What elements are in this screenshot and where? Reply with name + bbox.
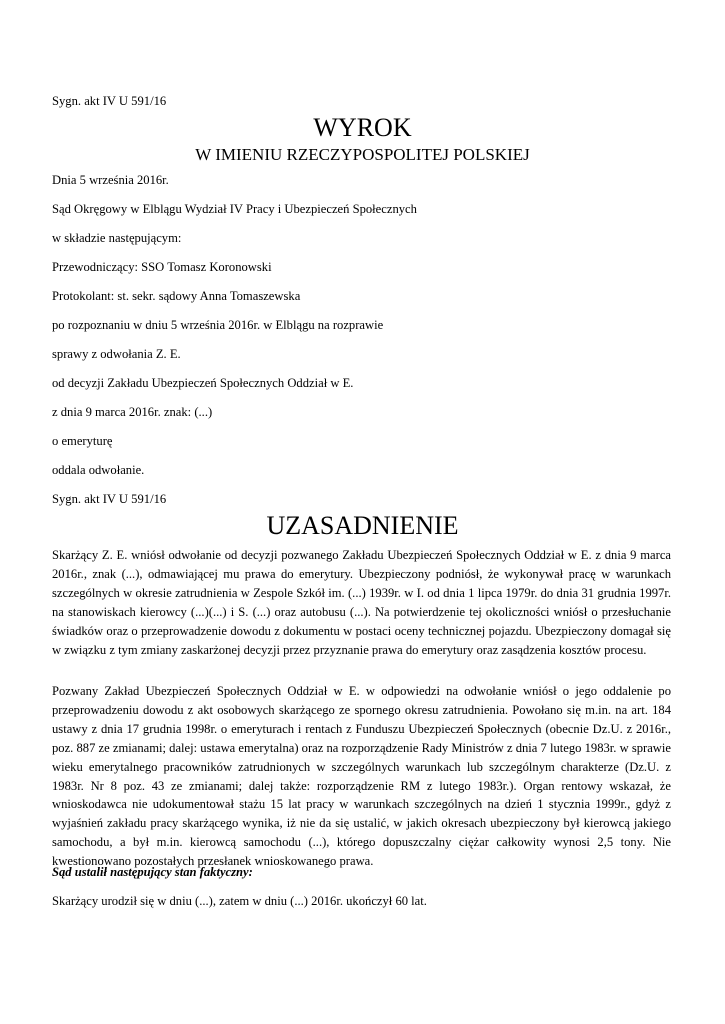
decision-date-ref: z dnia 9 marca 2016r. znak: (...) — [52, 405, 213, 419]
justification-paragraph-3: Skarżący urodził się w dniu (...), zatem w dniu (...) 2016r. ukończył 60 lat. — [52, 894, 427, 908]
justification-paragraph-1: Skarżący Z. E. wniósł odwołanie od decyzji pozwanego Zakładu Ubezpieczeń Społecznych Oddział w E. z dnia 9 marca 2016r., znak (...), odmawiającej mu prawa do emerytury. Ubezpieczony podniósł, że wykonywał pracę w warunkach szczególnych w okresie zatrudnienia w Zespole Szkół im. (...) 1939r. w I. od dnia 1 lipca 1979r. do dnia 31 grudnia 1997r. na stanowiskach kierowcy (...)(...) i S. (...) oraz autobusu (...). Na potwierdzenie tej okoliczności wniósł o przesłuchanie świadków oraz o przeprowadzenie dowodu z dokumentu w postaci oceny technicznej pojazdu. Ubezpieczony domagał się w związku z tym zmiany zaskarżonej decyzji przez przyznanie prawa do emerytury oraz zasądzenia kosztów procesu. — [52, 548, 671, 657]
judgment-title: WYROK — [313, 113, 412, 142]
presiding-judge: Przewodniczący: SSO Tomasz Koronowski — [52, 260, 272, 274]
judgment-subtitle: W IMIENIU RZECZYPOSPOLITEJ POLSKIEJ — [195, 145, 530, 164]
case-signature-top: Sygn. akt IV U 591/16 — [52, 94, 167, 108]
court-clerk: Protokolant: st. sekr. sądowy Anna Tomaszewska — [52, 289, 301, 303]
justification-paragraph-2: Pozwany Zakład Ubezpieczeń Społecznych Oddział w E. w odpowiedzi na odwołanie wniósł o jego oddalenie po przeprowadzeniu dowodu z akt osobowych skarżącego ze spornego okresu zatrudnienia. Powołano się m.in. na art. 184 ustawy z dnia 17 grudnia 1998r. o emeryturach i rentach z Funduszu Ubezpieczeń Społecznych (obecnie Dz.U. z 2016r., poz. 887 ze zmianami; dalej: ustawa emerytalna) oraz na rozporządzenie Rady Ministrów z dnia 7 lutego 1983r. w sprawie wieku emerytalnego pracowników zatrudnionych w szczególnych warunkach lub szczególnym charakterze (Dz.U. z 1983r. Nr 8 poz. 43 ze zmianami; dalej także: rozporządzenie RM z lutego 1983r.). Organ rentowy wskazał, że wnioskodawca nie udokumentował stażu 15 lat pracy w warunkach szczególnych na dzień 1 stycznia 1999r., gdyż z wyjaśnień zakładu pracy skarżącego wynika, iż nie da się ustalić, w jakich okresach ubezpieczony był kierowcą jakiego samochodu, a był m.in. kierowcą samochodu (...), którego dopuszczalny ciężar całkowity wynosi 2,5 tony. Nie kwestionowano pozostałych przesłanek wnioskowanego prawa. — [52, 684, 671, 869]
facts-heading: Sąd ustalił następujący stan faktyczny: — [52, 865, 253, 879]
hearing-info: po rozpoznaniu w dniu 5 września 2016r. w Elblągu na rozprawie — [52, 318, 384, 332]
panel-intro: w składzie następującym: — [52, 231, 182, 245]
judgment-date: Dnia 5 września 2016r. — [52, 173, 169, 187]
case-signature-justification: Sygn. akt IV U 591/16 — [52, 492, 167, 506]
justification-title: UZASADNIENIE — [266, 511, 459, 540]
verdict: oddala odwołanie. — [52, 463, 145, 477]
appeal-party: sprawy z odwołania Z. E. — [52, 347, 181, 361]
court-name: Sąd Okręgowy w Elblągu Wydział IV Pracy i Ubezpieczeń Społecznych — [52, 202, 417, 216]
decision-authority: od decyzji Zakładu Ubezpieczeń Społecznych Oddział w E. — [52, 376, 354, 390]
case-subject: o emeryturę — [52, 434, 113, 448]
